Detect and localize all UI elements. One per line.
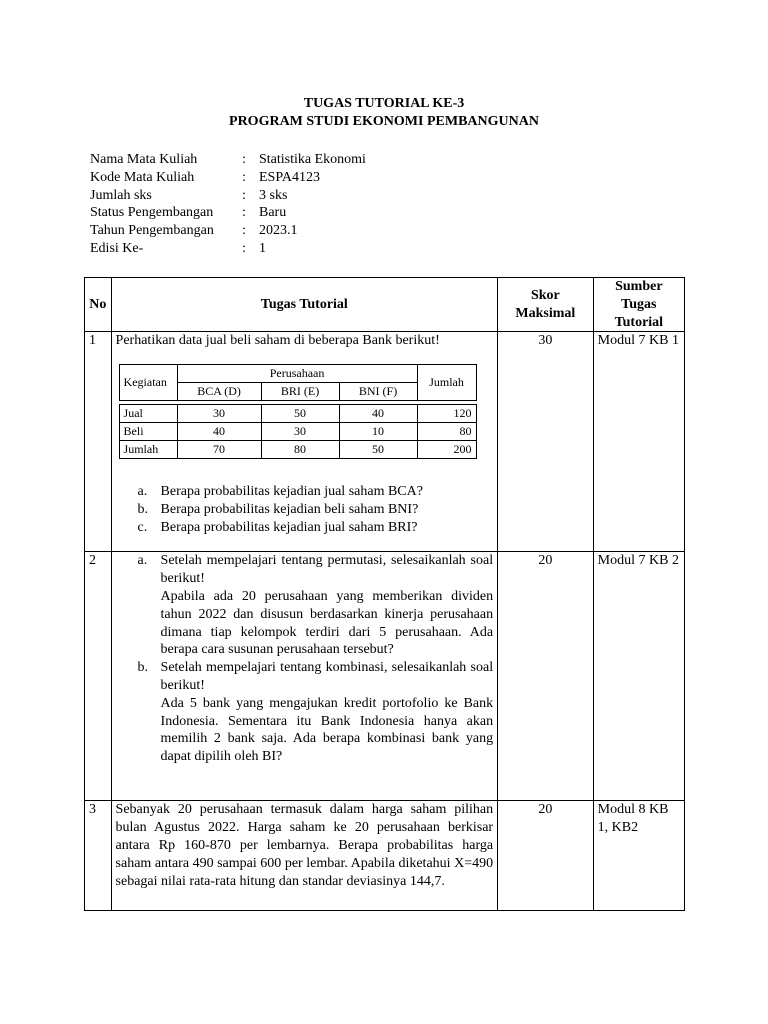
task-cell bbox=[111, 552, 498, 801]
row-number: 1 bbox=[85, 332, 112, 552]
subtask-lead: Setelah mempelajari tentang permutasi, selesaikanlah soal berikut! bbox=[160, 553, 494, 587]
inner-cell: 10 bbox=[339, 423, 417, 441]
question-text: Berapa probabilitas kejadian jual saham BRI? bbox=[160, 519, 418, 535]
list-marker: b. bbox=[137, 501, 149, 517]
question-list bbox=[116, 483, 494, 536]
subtask-list bbox=[116, 552, 494, 766]
task-intro: Perhatikan data jual beli saham di beberapa Bank berikut! bbox=[115, 333, 440, 349]
info-label: Nama Mata Kuliah bbox=[90, 152, 198, 167]
header-source bbox=[593, 278, 684, 332]
inner-header-total: Jumlah bbox=[417, 365, 476, 401]
info-row-year bbox=[90, 222, 366, 240]
task-cell bbox=[111, 332, 498, 552]
header-no: No bbox=[85, 278, 112, 332]
header-task: Tugas Tutorial bbox=[111, 278, 498, 332]
inner-cell: 70 bbox=[177, 441, 261, 459]
row-number: 3 bbox=[85, 801, 112, 911]
inner-header-company: Perusahaan bbox=[177, 365, 417, 383]
info-colon: : bbox=[242, 223, 246, 239]
inner-cell: 50 bbox=[261, 405, 339, 423]
course-info bbox=[90, 151, 366, 258]
inner-header-row bbox=[119, 365, 476, 383]
info-row-credits bbox=[90, 187, 366, 205]
inner-cell-total: 120 bbox=[417, 405, 476, 423]
question-text: Berapa probabilitas kejadian beli saham BNI? bbox=[160, 501, 419, 517]
table-row bbox=[85, 332, 685, 552]
table-row bbox=[85, 552, 685, 801]
subtask-lead: Setelah mempelajari tentang kombinasi, selesaikanlah soal berikut! bbox=[160, 660, 494, 693]
info-colon: : bbox=[242, 169, 246, 185]
info-label: Status Pengembangan bbox=[90, 205, 214, 221]
inner-col-bca: BCA (D) bbox=[177, 383, 261, 401]
list-marker: a. bbox=[137, 484, 148, 500]
info-row-edition bbox=[90, 240, 366, 258]
score-cell: 30 bbox=[498, 332, 594, 552]
inner-header-activity: Kegiatan bbox=[119, 365, 177, 401]
document-title: TUGAS TUTORIAL KE-3 bbox=[303, 96, 465, 111]
subtask-body: Apabila ada 20 perusahaan yang memberikan dividen tahun 2022 dan disusun berdasarkan kinerja perusahaan dimana tiap kelompok terdiri dari 5 perusahaan. Ada berapa cara susunan perusahaan tersebut? bbox=[160, 588, 494, 658]
info-value: 2023.1 bbox=[259, 223, 298, 239]
source-cell: Modul 7 KB 2 bbox=[593, 552, 684, 801]
list-item bbox=[116, 659, 494, 766]
score-cell: 20 bbox=[498, 552, 594, 801]
source-cell: Modul 7 KB 1 bbox=[593, 332, 684, 552]
inner-cell: 40 bbox=[177, 423, 261, 441]
inner-row bbox=[119, 441, 476, 459]
info-colon: : bbox=[242, 205, 246, 221]
header-source-line2: Tugas bbox=[621, 296, 657, 312]
row-number: 2 bbox=[85, 552, 112, 801]
table-header-row bbox=[85, 278, 685, 332]
header-score bbox=[498, 278, 594, 332]
info-row-status bbox=[90, 204, 366, 222]
inner-cell: 30 bbox=[261, 423, 339, 441]
list-marker: c. bbox=[137, 519, 148, 535]
header-source-line1: Sumber bbox=[615, 279, 663, 294]
inner-cell: 30 bbox=[177, 405, 261, 423]
list-marker: a. bbox=[137, 553, 148, 569]
info-colon: : bbox=[242, 240, 246, 256]
score-cell: 20 bbox=[498, 801, 594, 911]
info-label: Jumlah sks bbox=[90, 187, 152, 203]
list-item bbox=[116, 501, 494, 519]
inner-cell-total: 200 bbox=[417, 441, 476, 459]
info-label: Kode Mata Kuliah bbox=[90, 169, 195, 185]
info-colon: : bbox=[242, 187, 246, 203]
table-row bbox=[85, 801, 685, 911]
tutorial-table bbox=[84, 277, 685, 911]
inner-row-label: Jual bbox=[119, 405, 177, 423]
question-text: Berapa probabilitas kejadian jual saham BCA? bbox=[160, 484, 423, 500]
list-item bbox=[116, 519, 494, 537]
inner-cell: 40 bbox=[339, 405, 417, 423]
inner-cell: 50 bbox=[339, 441, 417, 459]
info-label: Edisi Ke- bbox=[90, 240, 144, 256]
info-row-course-name bbox=[90, 151, 366, 169]
inner-col-bni: BNI (F) bbox=[339, 383, 417, 401]
info-label: Tahun Pengembangan bbox=[90, 223, 214, 239]
header-score-line1: Skor bbox=[530, 287, 560, 303]
source-cell: Modul 8 KB 1, KB2 bbox=[593, 801, 684, 911]
subtask-body: Ada 5 bank yang mengajukan kredit portofolio ke Bank Indonesia. Sementara itu Bank Indonesia hanya akan memilih 2 bank saja. Ada berapa kombinasi bank yang dapat dipilih oleh BI? bbox=[160, 695, 494, 765]
inner-row bbox=[119, 423, 476, 441]
list-marker: b. bbox=[137, 660, 149, 676]
list-item bbox=[116, 552, 494, 659]
task-cell: Sebanyak 20 perusahaan termasuk dalam harga saham pilihan bulan Agustus 2022. Harga saham ke 20 perusahaan berkisar antara Rp 160-870 per lembarnya. Berapa probabilitas harga saham antara 490 sampai 600 per lembar. Apabila diketahui X=490 sebagai nilai rata-rata hitung dan standar deviasinya 144,7. bbox=[111, 801, 498, 911]
list-item bbox=[116, 483, 494, 501]
inner-col-bri: BRI (E) bbox=[261, 383, 339, 401]
inner-row-label: Beli bbox=[119, 423, 177, 441]
inner-row bbox=[119, 405, 476, 423]
info-value: 3 sks bbox=[259, 187, 288, 203]
info-value: Baru bbox=[259, 205, 287, 221]
program-title: PROGRAM STUDI EKONOMI PEMBANGUNAN bbox=[229, 114, 539, 129]
info-value: ESPA4123 bbox=[259, 169, 320, 185]
info-row-course-code bbox=[90, 169, 366, 187]
inner-cell: 80 bbox=[261, 441, 339, 459]
info-value: Statistika Ekonomi bbox=[259, 152, 366, 167]
inner-row-label: Jumlah bbox=[119, 441, 177, 459]
header-source-line3: Tutorial bbox=[614, 314, 664, 330]
header-score-line2: Maksimal bbox=[515, 305, 576, 321]
info-value: 1 bbox=[259, 240, 266, 256]
inner-cell-total: 80 bbox=[417, 423, 476, 441]
info-colon: : bbox=[242, 152, 246, 167]
stock-data-table bbox=[119, 364, 477, 459]
